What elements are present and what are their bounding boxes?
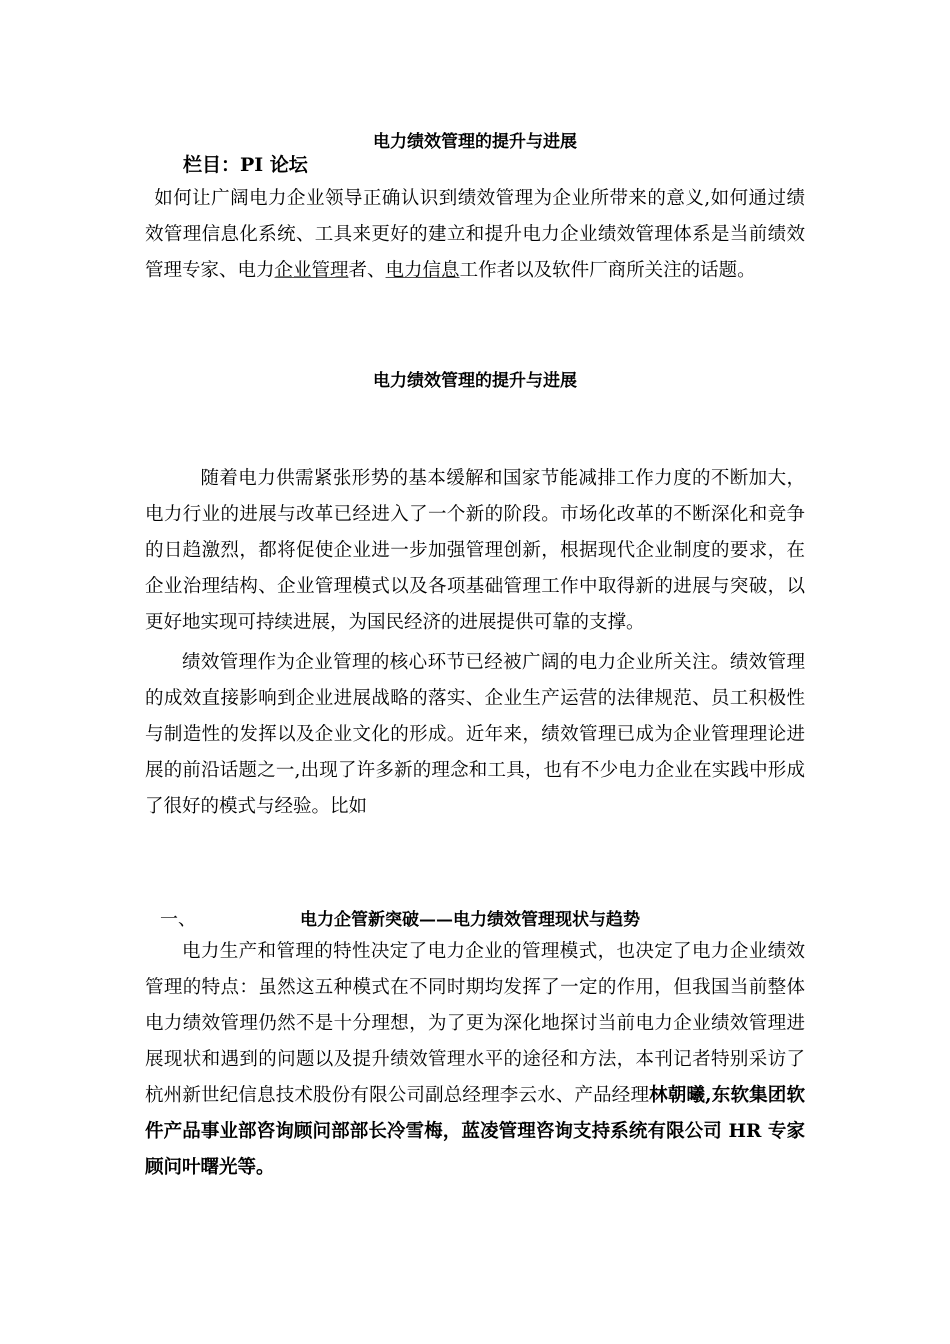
section-number: 一、 [160, 909, 196, 930]
section-text: 电力生产和管理的特性决定了电力企业的管理模式，也决定了电力企业绩效管理的特点：虽然这五种模式在不同时期均发挥了一定的作用，但我国当前整体电力绩效管理仍然不是十分理想，为了更为深化地探讨当前电力企业绩效管理进展现状和遇到的问题以及提升绩效管理水平的途径和方法，本刊记者特别采访了杭州新世纪信息技术股份有限公司副总经理李云水、产品经理 [145, 941, 805, 1106]
document-title: 电力绩效管理的提升与进展 [373, 132, 577, 152]
intro-text-c: 工作者以及软件厂商所关注的话题。 [459, 260, 756, 281]
column-label: 栏目：PI 论坛 [183, 154, 308, 176]
link-enterprise-management[interactable]: 企业管理 [274, 260, 349, 281]
body-paragraph-2: 绩效管理作为企业管理的核心环节已经被广阔的电力企业所关注。绩效管理的成效直接影响到企业进展战略的落实、企业生产运营的法律规范、员工积极性与制造性的发挥以及企业文化的形成。近年来，绩效管理已成为企业管理理论进展的前沿话题之一,出现了许多新的理念和工具，也有不少电力企业在实践中形成了很好的模式与经验。比如 [145, 652, 805, 817]
body-paragraph-1: 随着电力供需紧张形势的基本缓解和国家节能减排工作力度的不断加大，电力行业的进展与改革已经进入了一个新的阶段。市场化改革的不断深化和竞争的日趋激烈，都将促使企业进一步加强管理创新，根据现代企业制度的要求，在企业治理结构、企业管理模式以及各项基础管理工作中取得新的进展与突破，以更好地实现可持续进展，为国民经济的进展提供可靠的支撑。 [145, 468, 805, 633]
intro-text-a: 如何让广阔电力企业领导正确认识到绩效管理为企业所带来的意义,如何通过绩效管理信息化系统、工具来更好的建立和提升电力企业绩效管理体系是当前绩效管理专家、电力 [145, 188, 805, 281]
intro-paragraph [145, 181, 805, 289]
section-heading: 电力企管新突破——电力绩效管理现状与趋势 [300, 910, 640, 930]
section-paragraph [145, 934, 805, 1186]
section-subtitle: 电力绩效管理的提升与进展 [373, 371, 577, 391]
link-power-information[interactable]: 电力信息 [385, 260, 460, 281]
intro-text-b: 者、 [348, 260, 386, 281]
section-text-bold: 林朝曦,东软集团软件产品事业部咨询顾问部部长冷雪梅，蓝凌管理咨询支持系统有限公司 HR 专家顾问叶曙光等。 [145, 1085, 805, 1178]
